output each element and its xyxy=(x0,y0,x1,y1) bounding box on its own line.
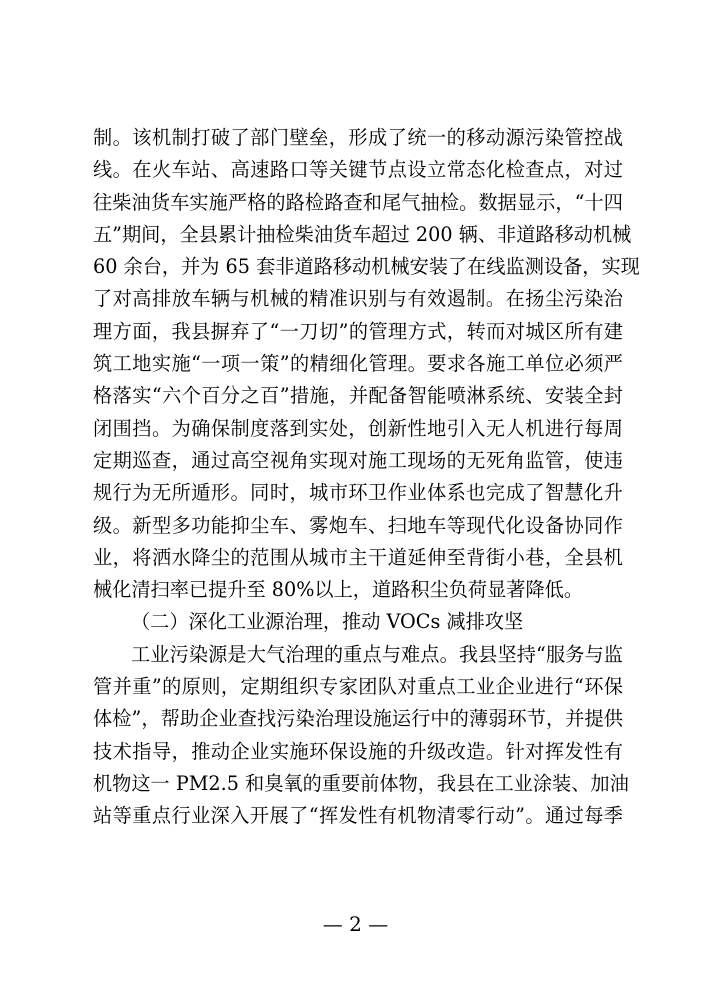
paragraph-1-line-9: 格落实“六个百分之百”措施，并配备智能喷淋系统、安装全封 xyxy=(93,384,623,408)
paragraph-1-line-6: 了对高排放车辆与机械的精准识别与有效遏制。在扬尘污染治 xyxy=(93,287,623,311)
paragraph-1-line-5: 60 余台，并为 65 套非道路移动机械安装了在线监测设备，实现 xyxy=(93,255,640,279)
paragraph-1-line-4: 五”期间，全县累计抽检柴油货车超过 200 辆、非道路移动机械 xyxy=(93,222,632,246)
paragraph-1-line-1: 制。该机制打破了部门壁垒，形成了统一的移动源污染管控战 xyxy=(93,126,623,149)
paragraph-1-line-8: 筑工地实施“一项一策”的精细化管理。要求各施工单位必须严 xyxy=(93,352,623,376)
paragraph-1-line-2: 线。在火车站、高速路口等关键节点设立常态化检查点，对过 xyxy=(93,158,623,182)
paragraph-2-line-6: 站等重点行业深入开展了“挥发性有机物清零行动”。通过每季 xyxy=(93,804,623,828)
paragraph-1-line-11: 定期巡查，通过高空视角实现对施工现场的无死角监管，使违 xyxy=(93,448,623,472)
paragraph-1-line-10: 闭围挡。为确保制度落到实处，创新性地引入无人机进行每周 xyxy=(93,416,623,440)
paragraph-2-line-4: 技术指导，推动企业实施环保设施的升级改造。针对挥发性有 xyxy=(93,739,623,763)
paragraph-1-line-12: 规行为无所遁形。同时，城市环卫作业体系也完成了智慧化升 xyxy=(93,481,623,505)
paragraph-2-line-3: 体检”，帮助企业查找污染治理设施运行中的薄弱环节，并提供 xyxy=(93,707,623,731)
paragraph-2-line-2: 管并重”的原则，定期组织专家团队对重点工业企业进行“环保 xyxy=(93,675,623,699)
paragraph-2-line-1: 工业污染源是大气治理的重点与难点。我县坚持“服务与监 xyxy=(131,642,623,666)
paragraph-1-line-7: 理方面，我县摒弃了“一刀切”的管理方式，转而对城区所有建 xyxy=(93,319,623,343)
paragraph-2-line-5: 机物这一 PM2.5 和臭氧的重要前体物，我县在工业涂装、加油 xyxy=(93,771,629,795)
body-text xyxy=(93,122,640,833)
page-number: — 2 — xyxy=(322,912,389,936)
paragraph-1-line-14: 业，将洒水降尘的范围从城市主干道延伸至背街小巷，全县机 xyxy=(93,545,623,569)
section-heading: （二）深化工业源治理，推动 VOCs 减排攻坚 xyxy=(131,610,524,634)
paragraph-1-line-15: 械化清扫率已提升至 80%以上，道路积尘负荷显著降低。 xyxy=(93,578,584,602)
paragraph-1-line-13: 级。新型多功能抑尘车、雾炮车、扫地车等现代化设备协同作 xyxy=(93,513,623,537)
paragraph-1-line-3: 往柴油货车实施严格的路检路查和尾气抽检。数据显示，“十四 xyxy=(93,190,623,214)
